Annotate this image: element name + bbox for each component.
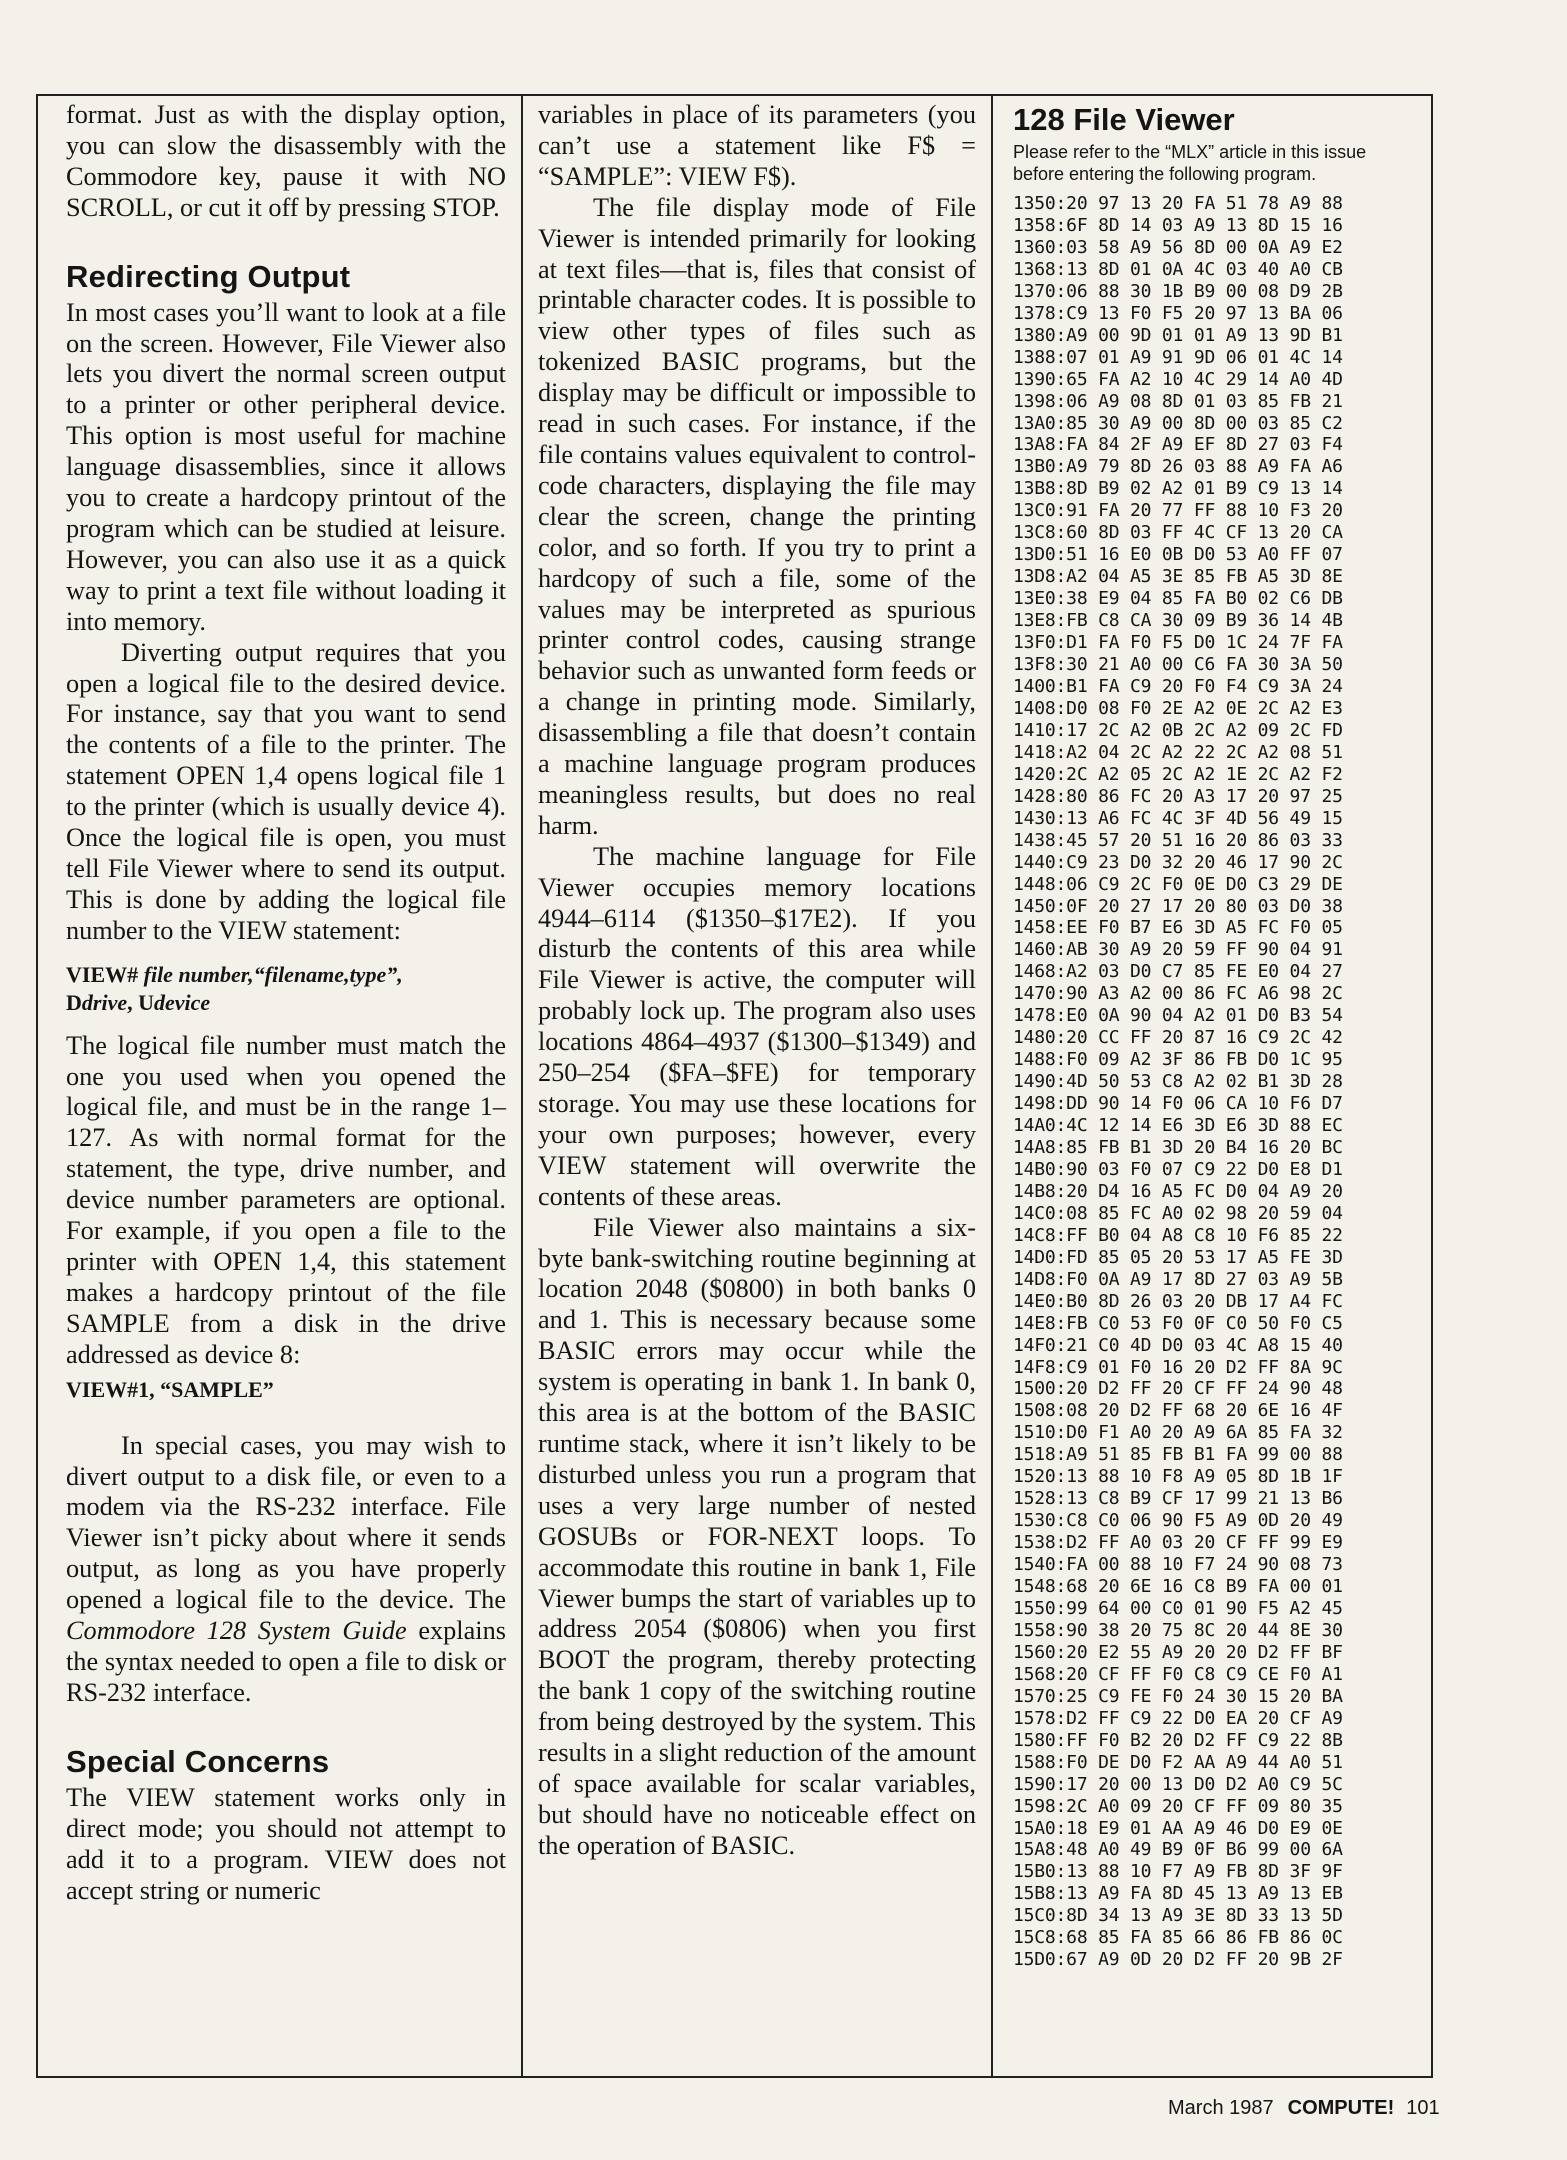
listing-line: 1380:A9 00 9D 01 01 A9 13 9D B1 [1013, 324, 1343, 346]
listing-line: 1360:03 58 A9 56 8D 00 0A A9 E2 [1013, 236, 1343, 258]
listing-line: 14E0:B0 8D 26 03 20 DB 17 A4 FC [1013, 1290, 1343, 1312]
listing-line: 1398:06 A9 08 8D 01 03 85 FB 21 [1013, 390, 1343, 412]
listing-line: 1450:0F 20 27 17 20 80 03 D0 38 [1013, 895, 1343, 917]
column-middle [538, 100, 976, 1862]
syntax-params: file number,“filename,type”, [143, 961, 403, 987]
listing-line: 1500:20 D2 FF 20 CF FF 24 90 48 [1013, 1378, 1343, 1400]
listing-line: 1558:90 38 20 75 8C 20 44 8E 30 [1013, 1619, 1343, 1641]
heading-redirecting-output: Redirecting Output [66, 258, 351, 294]
issue-date: March 1987 [1168, 2097, 1274, 2119]
syntax-drive: drive [81, 989, 128, 1015]
program-listing [1013, 193, 1419, 1971]
listing-line: 1468:A2 03 D0 C7 85 FE E0 04 27 [1013, 961, 1343, 983]
paragraph-logical-file: The logical file number must match the one you used when you opened the logical file, and must be in the range 1–127. As with normal format for the statement, the type, drive number, and device number parameters are optional. For example, if you open a file to the printer with OPEN 1,4, this statement makes a hardcopy printout of the file SAMPLE from a disk in the drive addressed as device 8: [66, 1030, 506, 1369]
listing-line: 15B0:13 88 10 F7 A9 FB 8D 3F 9F [1013, 1861, 1343, 1883]
system-guide-title: Commodore 128 System Guide [66, 1616, 407, 1646]
paragraph-diverting: Diverting output requires that you open a logical file to the desired device. For instance, say that you want to send the contents of a file to the printer. The statement OPEN 1,4 opens logical file 1 to the printer (which is usually device 4). Once the logical file is open, you must tell File Viewer where to send its output. This is done by adding the logical file number to the VIEW statement: [66, 637, 506, 945]
listing-line: 1368:13 8D 01 0A 4C 03 40 A0 CB [1013, 258, 1343, 280]
paragraph-special-cases [66, 1431, 506, 1709]
listing-line: 1570:25 C9 FE F0 24 30 15 20 BA [1013, 1685, 1343, 1707]
listing-line: 1528:13 C8 B9 CF 17 99 21 13 B6 [1013, 1488, 1343, 1510]
listing-line: 1420:2C A2 05 2C A2 1E 2C A2 F2 [1013, 763, 1343, 785]
listing-line: 1550:99 64 00 C0 01 90 F5 A2 45 [1013, 1598, 1343, 1619]
listing-line: 13B0:A9 79 8D 26 03 88 A9 FA A6 [1013, 456, 1343, 478]
listing-line: 1478:E0 0A 90 04 A2 01 D0 B3 54 [1013, 1005, 1343, 1027]
listing-line: 14F0:21 C0 4D D0 03 4C A8 15 40 [1013, 1334, 1343, 1356]
listing-line: 1400:B1 FA C9 20 F0 F4 C9 3A 24 [1013, 675, 1343, 697]
listing-line: 14A8:85 FB B1 3D 20 B4 16 20 BC [1013, 1136, 1343, 1158]
listing-line: 1598:2C A0 09 20 CF FF 09 80 35 [1013, 1795, 1343, 1817]
listing-line: 13F8:30 21 A0 00 C6 FA 30 3A 50 [1013, 654, 1343, 676]
listing-line: 1490:4D 50 53 C8 A2 02 B1 3D 28 [1013, 1071, 1343, 1093]
paragraph-display-mode: The file display mode of File Viewer is intended primarily for looking at text files—that is, files that consist of printable character codes. It is possible to view other types of files such as tokenized BASIC programs, but the display may be difficult or impossible to read in such cases. For instance, if the file contains values equivalent to control-code characters, displaying the file may clear the screen, change the printing color, and so forth. If you try to print a hardcopy of such a file, some of the values may be interpreted as spurious printer control codes, causing strange behavior such as unwanted form feeds or a change in printing mode. Similarly, disassembling a file that doesn’t contain a machine language program produces meaningless results, but does no real harm. [538, 192, 976, 840]
listing-line: 13E8:FB C8 CA 30 09 B9 36 14 4B [1013, 610, 1343, 632]
listing-line: 1538:D2 FF A0 03 20 CF FF 99 E9 [1013, 1532, 1343, 1554]
listing-line: 1448:06 C9 2C F0 0E D0 C3 29 DE [1013, 873, 1343, 895]
listing-line: 1518:A9 51 85 FB B1 FA 99 00 88 [1013, 1444, 1343, 1466]
listing-line: 14B0:90 03 F0 07 C9 22 D0 E8 D1 [1013, 1158, 1343, 1180]
paragraph-special-cases-text: In special cases, you may wish to divert output to a disk file, or even to a modem via the RS-232 interface. File Viewer isn’t picky about where it sends output, as long as you have properly opened a logical file to the device. The [66, 1430, 506, 1615]
listing-line: 1560:20 E2 55 A9 20 20 D2 FF BF [1013, 1641, 1343, 1663]
heading-special-concerns: Special Concerns [66, 1743, 330, 1779]
listing-line: 1440:C9 23 D0 32 20 46 17 90 2C [1013, 851, 1343, 873]
listing-line: 1510:D0 F1 A0 20 A9 6A 85 FA 32 [1013, 1422, 1343, 1444]
listing-line: 1428:80 86 FC 20 A3 17 20 97 25 [1013, 785, 1343, 807]
listing-line: 15C0:8D 34 13 A9 3E 8D 33 13 5D [1013, 1905, 1343, 1927]
listing-line: 1350:20 97 13 20 FA 51 78 A9 88 [1013, 193, 1343, 214]
page-number: 101 [1406, 2097, 1440, 2119]
column-listing [1013, 102, 1419, 1971]
listing-line: 1568:20 CF FF F0 C8 C9 CE F0 A1 [1013, 1663, 1343, 1685]
listing-line: 14F8:C9 01 F0 16 20 D2 FF 8A 9C [1013, 1356, 1343, 1378]
listing-line: 1580:FF F0 B2 20 D2 FF C9 22 8B [1013, 1729, 1343, 1751]
syntax-drive-prefix: D [66, 989, 82, 1015]
paragraph-variables: variables in place of its parameters (you can’t use a statement like F$ = “SAMPLE”: VIEW F$). [538, 100, 976, 191]
listing-line: 14E8:FB C0 53 F0 0F C0 50 F0 C5 [1013, 1312, 1343, 1334]
listing-line: 1540:FA 00 88 10 F7 24 90 08 73 [1013, 1554, 1343, 1576]
listing-line: 1488:F0 09 A2 3F 86 FB D0 1C 95 [1013, 1049, 1343, 1071]
view-example: VIEW#1, “SAMPLE” [66, 1376, 274, 1402]
listing-line: 14C0:08 85 FC A0 02 98 20 59 04 [1013, 1202, 1343, 1224]
syntax-device-prefix: , U [127, 989, 154, 1015]
listing-line: 15A8:48 A0 49 B9 0F B6 99 00 6A [1013, 1839, 1343, 1861]
listing-title: 128 File Viewer [1013, 102, 1235, 137]
paragraph-bank-switching: File Viewer also maintains a six-byte bank-switching routine beginning at location 2048 ($0800) in both banks 0 and 1. This is necessary because some BASIC errors may occur while the system is operating in bank 1. In bank 0, this area is at the bottom of the BASIC runtime stack, where it isn’t likely to be disturbed unless you run a program that uses a very large number of nested GOSUBs or FOR-NEXT loops. To accommodate this routine in bank 1, File Viewer bumps the start of variables up to address 2054 ($0806) when you first BOOT the program, thereby protecting the bank 1 copy of the switching routine from being destroyed by the system. This results in a slight reduction of the amount of space available for scalar variables, but should have no noticeable effect on the operation of BASIC. [538, 1212, 976, 1860]
listing-line: 13D8:A2 04 A5 3E 85 FB A5 3D 8E [1013, 566, 1343, 588]
listing-line: 13E0:38 E9 04 85 FA B0 02 C6 DB [1013, 588, 1343, 610]
listing-line: 1410:17 2C A2 0B 2C A2 09 2C FD [1013, 719, 1343, 741]
listing-line: 1388:07 01 A9 91 9D 06 01 4C 14 [1013, 346, 1343, 368]
listing-line: 13A8:FA 84 2F A9 EF 8D 27 03 F4 [1013, 434, 1343, 456]
column-left [66, 100, 506, 1906]
paragraph-special-cases-end: explains the syntax needed to open a file to disk or RS-232 interface. [66, 1616, 506, 1707]
listing-line: 13F0:D1 FA F0 F5 D0 1C 24 7F FA [1013, 632, 1343, 654]
listing-line: 14B8:20 D4 16 A5 FC D0 04 A9 20 [1013, 1180, 1343, 1202]
listing-line: 14A0:4C 12 14 E6 3D E6 3D 88 EC [1013, 1115, 1343, 1137]
listing-line: 13C8:60 8D 03 FF 4C CF 13 20 CA [1013, 522, 1343, 544]
page-footer [1168, 2097, 1440, 2120]
syntax-keyword: VIEW# [66, 961, 144, 987]
listing-line: 1458:EE F0 B7 E6 3D A5 FC F0 05 [1013, 917, 1343, 939]
listing-line: 1378:C9 13 F0 F5 20 97 13 BA 06 [1013, 302, 1343, 324]
listing-line: 1408:D0 08 F0 2E A2 0E 2C A2 E3 [1013, 697, 1343, 719]
syntax-device: device [153, 989, 211, 1015]
listing-line: 1370:06 88 30 1B B9 00 08 D9 2B [1013, 280, 1343, 302]
listing-line: 14C8:FF B0 04 A8 C8 10 F6 85 22 [1013, 1224, 1343, 1246]
listing-line: 1480:20 CC FF 20 87 16 C9 2C 42 [1013, 1027, 1343, 1049]
listing-line: 13D0:51 16 E0 0B D0 53 A0 FF 07 [1013, 544, 1343, 566]
listing-line: 1498:DD 90 14 F0 06 CA 10 F6 D7 [1013, 1093, 1343, 1115]
listing-note: Please refer to the “MLX” article in this issue before entering the following program. [1013, 142, 1367, 184]
listing-line: 1590:17 20 00 13 D0 D2 A0 C9 5C [1013, 1773, 1343, 1795]
paragraph-format: format. Just as with the display option, you can slow the disassembly with the Commodore key, pause it with NO SCROLL, or cut it off by pressing STOP. [66, 100, 506, 222]
view-syntax [66, 961, 506, 1017]
listing-line: 13C0:91 FA 20 77 FF 88 10 F3 20 [1013, 500, 1343, 522]
listing-line: 1548:68 20 6E 16 C8 B9 FA 00 01 [1013, 1576, 1343, 1598]
listing-line: 14D0:FD 85 05 20 53 17 A5 FE 3D [1013, 1246, 1343, 1268]
listing-line: 14D8:F0 0A A9 17 8D 27 03 A9 5B [1013, 1268, 1343, 1290]
magazine-name: COMPUTE! [1287, 2097, 1395, 2119]
paragraph-view-statement: The VIEW statement works only in direct mode; you should not attempt to add it to a program. VIEW does not accept string or numeric [66, 1782, 506, 1905]
listing-line: 1588:F0 DE D0 F2 AA A9 44 A0 51 [1013, 1751, 1343, 1773]
listing-line: 1530:C8 C0 06 90 F5 A9 0D 20 49 [1013, 1510, 1343, 1532]
listing-line: 1460:AB 30 A9 20 59 FF 90 04 91 [1013, 939, 1343, 961]
listing-line: 1508:08 20 D2 FF 68 20 6E 16 4F [1013, 1400, 1343, 1422]
listing-line: 1470:90 A3 A2 00 86 FC A6 98 2C [1013, 983, 1343, 1005]
paragraph-memory: The machine language for File Viewer occupies memory locations 4944–6114 ($1350–$17E2). If you disturb the contents of this area while File Viewer is active, the computer will probably lock up. The program also uses locations 4864–4937 ($1300–$1349) and 250–254 ($FA–$FE) for temporary storage. You may use these locations for your own purposes; however, every VIEW statement will overwrite the contents of these areas. [538, 841, 976, 1211]
listing-line: 1578:D2 FF C9 22 D0 EA 20 CF A9 [1013, 1707, 1343, 1729]
column-rule-right [991, 94, 993, 2076]
listing-line: 1358:6F 8D 14 03 A9 13 8D 15 16 [1013, 214, 1343, 236]
listing-line: 15B8:13 A9 FA 8D 45 13 A9 13 EB [1013, 1883, 1343, 1905]
listing-line: 15A0:18 E9 01 AA A9 46 D0 E9 0E [1013, 1817, 1343, 1839]
listing-line: 15D0:67 A9 0D 20 D2 FF 20 9B 2F [1013, 1949, 1343, 1971]
listing-line: 1438:45 57 20 51 16 20 86 03 33 [1013, 829, 1343, 851]
listing-line: 13A0:85 30 A9 00 8D 00 03 85 C2 [1013, 412, 1343, 434]
listing-line: 1418:A2 04 2C A2 22 2C A2 08 51 [1013, 741, 1343, 763]
paragraph-redirecting: In most cases you’ll want to look at a file on the screen. However, File Viewer also lets you divert the normal screen output to a printer or other peripheral device. This option is most useful for machine language disassemblies, since it allows you to create a hardcopy printout of the program which can be studied at leisure. However, you can also use it as a quick way to print a text file without loading it into memory. [66, 297, 506, 636]
listing-line: 13B8:8D B9 02 A2 01 B9 C9 13 14 [1013, 478, 1343, 500]
listing-line: 1430:13 A6 FC 4C 3F 4D 56 49 15 [1013, 807, 1343, 829]
listing-line: 1390:65 FA A2 10 4C 29 14 A0 4D [1013, 368, 1343, 390]
listing-line: 15C8:68 85 FA 85 66 86 FB 86 0C [1013, 1927, 1343, 1949]
listing-line: 1520:13 88 10 F8 A9 05 8D 1B 1F [1013, 1466, 1343, 1488]
column-rule-left [521, 94, 523, 2076]
